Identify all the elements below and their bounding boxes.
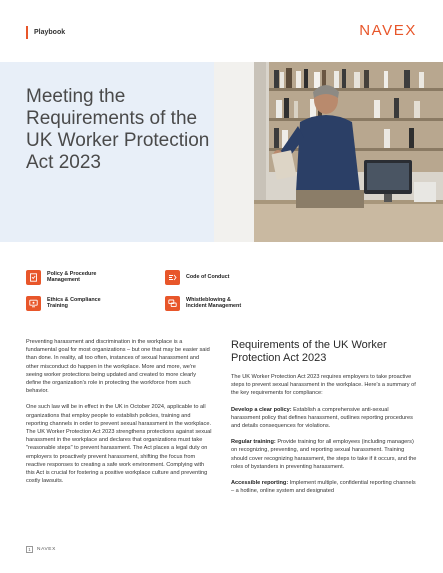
requirements-column <box>231 339 417 503</box>
intro-column <box>26 338 212 493</box>
link-whistleblowing-incident-management[interactable] <box>165 294 241 312</box>
requirement-item <box>231 438 417 471</box>
requirement-text: Establish a comprehensive anti-sexual harassment policy that defines harassment, outlines reporting procedures and details consequences for violations. <box>231 406 413 430</box>
whistleblowing-chat-icon <box>165 296 180 311</box>
policy-document-icon <box>26 270 41 285</box>
page-title: Meeting the Requirements of the UK Worker Protection Act 2023 <box>26 86 210 173</box>
link-policy-procedure-management[interactable] <box>26 268 96 286</box>
requirements-intro: The UK Worker Protection Act 2023 requires employers to take proactive steps to prevent sexual harassment in the workplace. Here's a summary of the key requirements for compliance: <box>231 374 416 397</box>
hero-photo <box>214 62 443 242</box>
requirement-text: Implement multiple, confidential reporting channels – a hotline, online system and designated <box>231 480 416 495</box>
intro-paragraph: One such law will be in effect in the UK in October 2024, applicable to all organizations that employ people to establish policies, training and reporting channels in order to prevent sexual harassment in the workplace. The UK Worker Protection Act 2023 strengthens protections against sexual harassment in the workplace and declares that organizations must take "reasonable steps" to prevent harassment. The Act places a legal duty on employers to proactively prevent harassment, shifting the focus from reactive responses to creating a safe work environment. Complying with this Act is crucial for fostering a positive workplace culture and preventing costly lawsuits. <box>26 404 212 485</box>
requirement-text: Provide training for all employees (including managers) on recognizing, preventing, and reporting sexual harassment. Training should cover recognizing harassment, the steps to take if it occurs, and the roles of bystanders in preventing harassment. <box>231 439 417 470</box>
link-label: Whistleblowing & Incident Management <box>186 296 242 309</box>
intro-paragraph: Preventing harassment and discrimination in the workplace is a fundamental goal for most organizations – but one that may be easier said than done. In reality, all too often, instances of sexual harassment and other misconduct do happen in the workplace. More and more, we're seeing worker protections being updated and created to more clearly define the organization's role in protecting the workforce from such behavior. <box>26 339 210 395</box>
document-type-label <box>26 25 65 39</box>
link-label: Ethics & Compliance Training <box>47 296 101 309</box>
footer-brand: NAVEX <box>37 547 56 552</box>
page-number: 1 <box>26 546 33 553</box>
link-code-of-conduct[interactable] <box>165 268 229 286</box>
link-ethics-compliance-training[interactable] <box>26 294 101 312</box>
requirement-item <box>231 479 417 495</box>
code-of-conduct-icon <box>165 270 180 285</box>
document-type-text: Playbook <box>34 28 66 36</box>
requirement-item <box>231 406 417 431</box>
requirement-term: Regular training: <box>231 439 276 446</box>
link-label: Policy & Procedure Management <box>47 270 97 283</box>
link-label: Code of Conduct <box>186 273 230 280</box>
navex-logo: NAVEX <box>359 22 417 39</box>
accent-bar <box>26 26 28 39</box>
training-screen-icon <box>26 296 41 311</box>
page-footer <box>26 546 56 553</box>
requirements-heading: Requirements of the UK Worker Protection Act 2023 <box>231 339 387 364</box>
requirement-term: Develop a clear policy: <box>231 406 292 413</box>
requirement-term: Accessible reporting: <box>231 480 289 487</box>
